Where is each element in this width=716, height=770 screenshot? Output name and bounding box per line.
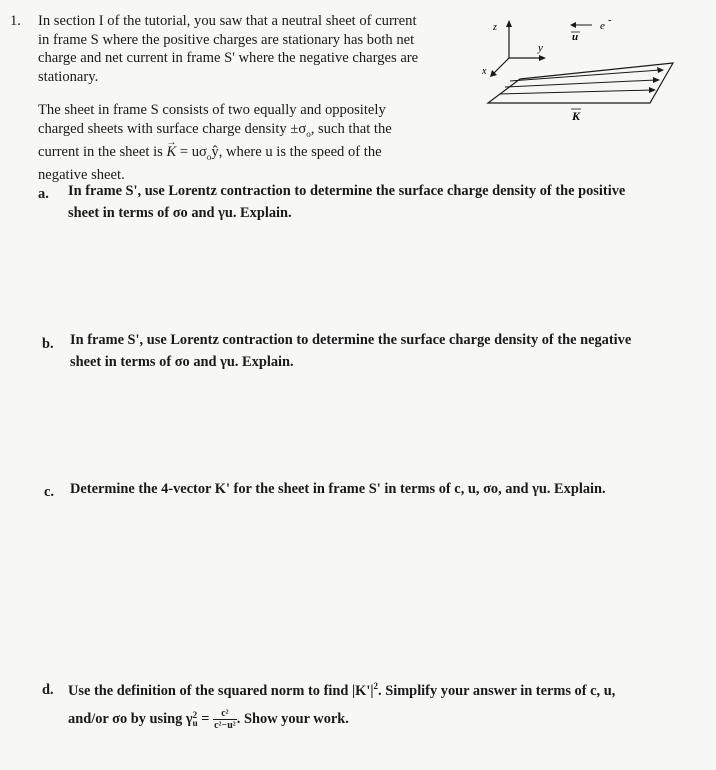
sheet-line: negative sheet. bbox=[38, 167, 125, 184]
current-arrowhead bbox=[653, 77, 660, 83]
y-axis-arrowhead bbox=[539, 55, 546, 61]
part-b-text bbox=[70, 329, 710, 373]
part-d-line: and/or σo by using γ 2 u = $\frac{\text{c²}}{\text{c²−u²}}$ . Show your work. bbox=[68, 707, 349, 731]
part-a-line: sheet in terms of σo and γu. Explain. bbox=[68, 205, 292, 221]
current-arrowhead bbox=[657, 67, 664, 73]
part-d-text bbox=[68, 675, 708, 731]
part-c-line: Determine the 4-vector K' for the sheet in frame S' in terms of c, u, σo, and γu. Explain. bbox=[70, 481, 606, 497]
part-d-label: d. bbox=[42, 682, 54, 698]
intro-line: In section I of the tutorial, you saw that a neutral sheet of current bbox=[38, 13, 417, 29]
sheet-line: The sheet in frame S consists of two equally and oppositely bbox=[38, 102, 386, 118]
current-line bbox=[505, 80, 656, 87]
sheet-line: current in the sheet is → $K = u\sigma_oŷ$, where u is the speed of the bbox=[38, 143, 478, 166]
x-axis bbox=[493, 58, 509, 74]
intro-line: charge and net current in frame S' where the negative charges are bbox=[38, 50, 419, 66]
problem-intro bbox=[38, 12, 478, 86]
z-label: z bbox=[493, 22, 497, 33]
y-label: y bbox=[538, 42, 543, 54]
u-arrowhead bbox=[570, 22, 576, 28]
part-d-line: Use the definition of the squared norm to find $|K'|^2$. Simplify your answer in terms of c, u, bbox=[68, 681, 616, 699]
problem-number: 1. bbox=[10, 13, 21, 29]
k-label: K bbox=[572, 109, 581, 123]
e-label: e bbox=[600, 20, 605, 32]
part-c-text bbox=[70, 478, 710, 500]
z-axis-arrowhead bbox=[506, 20, 512, 27]
current-line bbox=[500, 90, 652, 94]
intro-line: stationary. bbox=[38, 68, 99, 85]
sheet-diagram bbox=[478, 8, 700, 128]
k-vector-symbol: → K bbox=[166, 143, 176, 162]
sheet-line: charged sheets with surface charge density $\pm\sigma_o$, such that the bbox=[38, 120, 392, 139]
u-label: u bbox=[572, 31, 579, 43]
part-b-line: In frame S', use Lorentz contraction to determine the surface charge density of the negative bbox=[70, 332, 632, 348]
current-arrowhead bbox=[649, 87, 656, 93]
minus-label: - bbox=[608, 15, 612, 26]
sheet-description bbox=[38, 101, 478, 185]
part-b-label: b. bbox=[42, 336, 54, 352]
part-c-label: c. bbox=[44, 484, 54, 500]
gamma-fraction: $\frac{\text{c²}}{\text{c²−u²}}$ bbox=[214, 707, 236, 731]
x-label: x bbox=[482, 66, 487, 77]
intro-line: in frame S where the positive charges are stationary has both net bbox=[38, 31, 415, 48]
part-a-label: a. bbox=[38, 186, 49, 202]
part-a-text bbox=[68, 180, 708, 224]
part-b-line: sheet in terms of σo and γu. Explain. bbox=[70, 354, 294, 370]
part-a-line: In frame S', use Lorentz contraction to determine the surface charge density of the positive bbox=[68, 183, 626, 199]
